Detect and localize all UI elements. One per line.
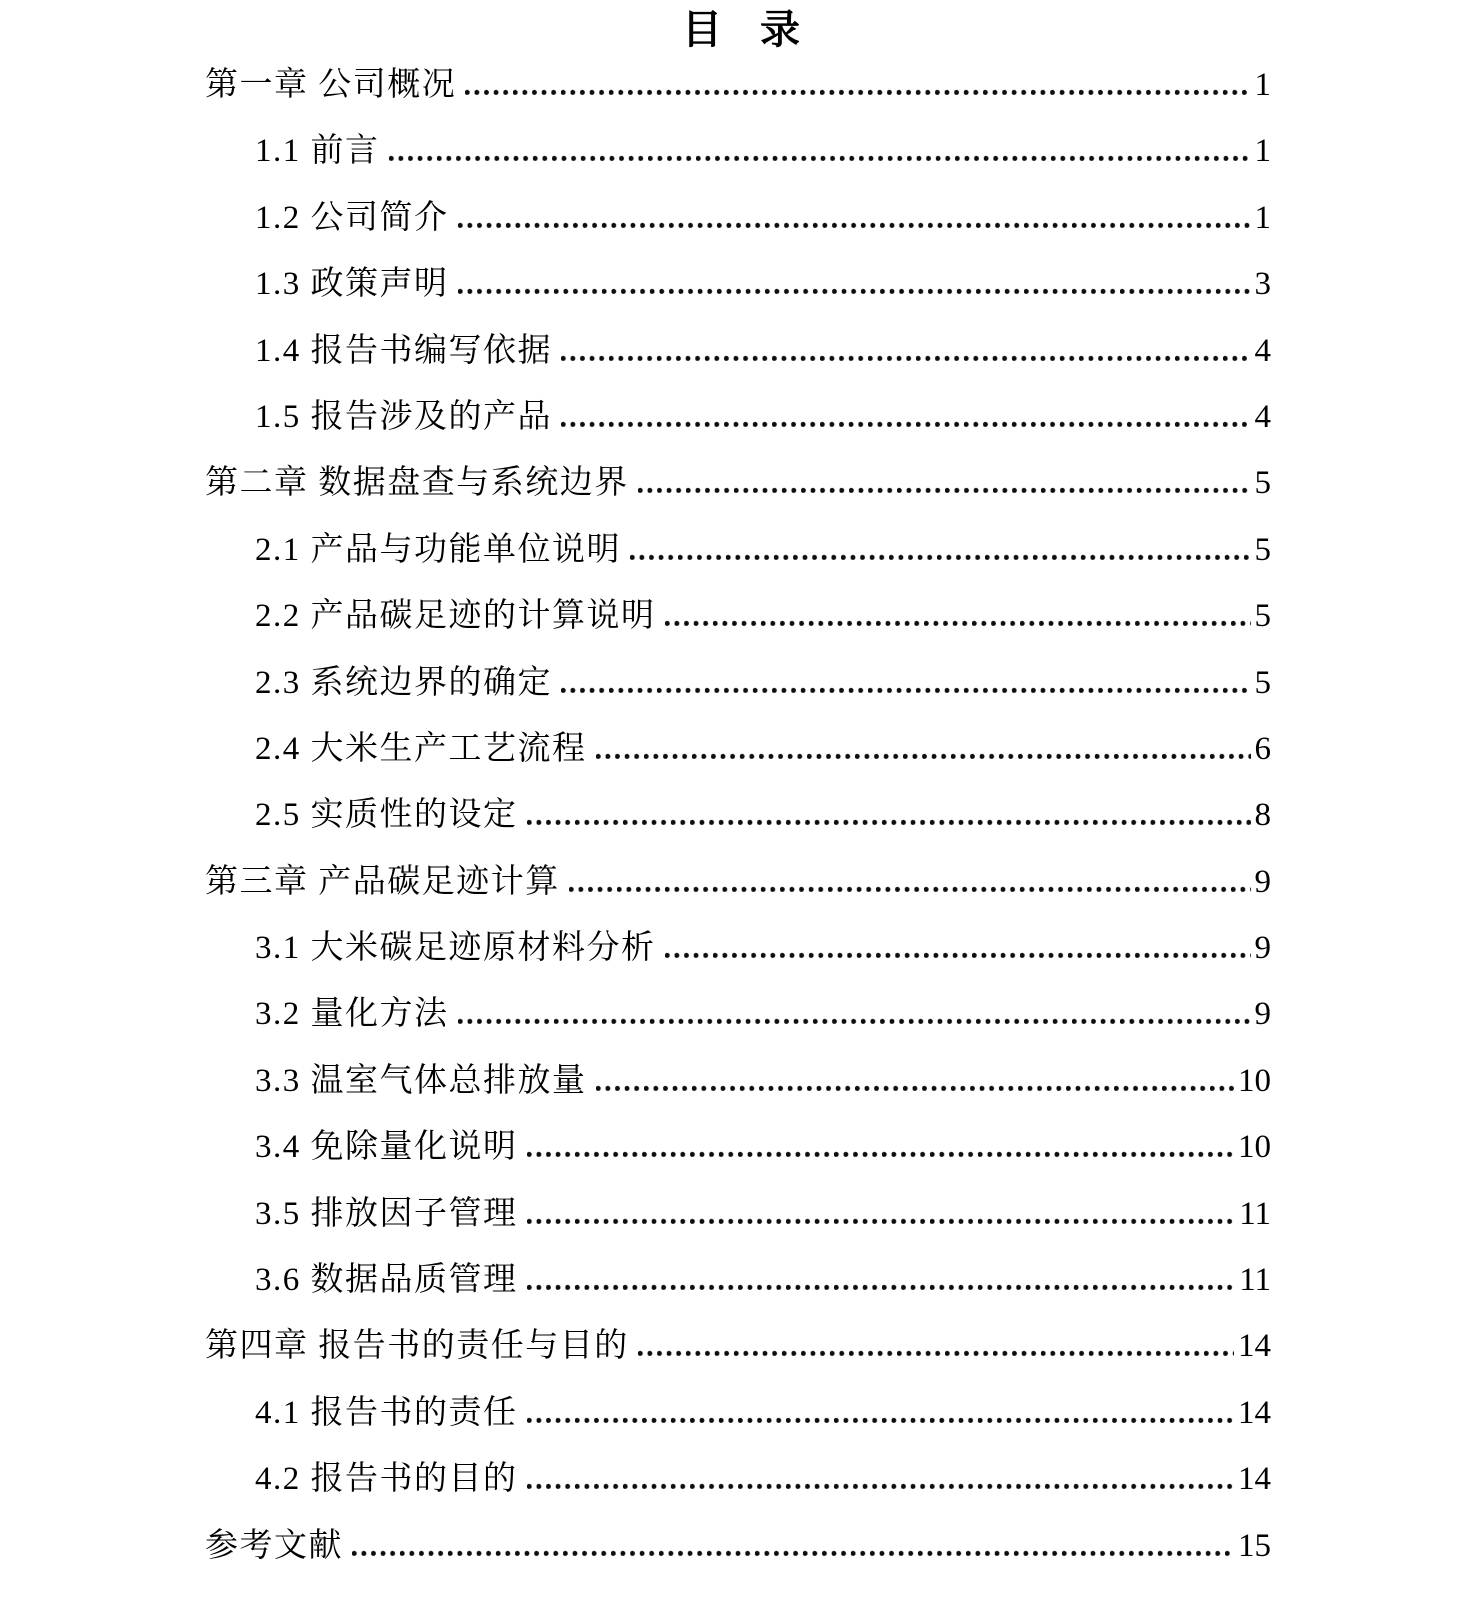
toc-entry-page: 5: [1254, 598, 1271, 635]
toc-entry-page: 5: [1254, 664, 1271, 701]
toc-entry-page: 14: [1238, 1328, 1271, 1365]
toc-entry-label: 3.4 免除量化说明: [255, 1129, 518, 1166]
toc-entry[interactable]: [255, 533, 1271, 599]
dot-leader-icon: [561, 418, 1251, 427]
toc-entry-page: 5: [1254, 465, 1271, 502]
dot-leader-icon: [527, 816, 1251, 825]
toc-entry-page: 1: [1254, 67, 1271, 103]
toc-entry-page: 5: [1254, 531, 1271, 568]
toc-entry-page: 9: [1254, 930, 1271, 967]
toc-entry-page: 6: [1254, 730, 1271, 767]
dot-leader-icon: [389, 152, 1251, 161]
dot-leader-icon: [665, 949, 1251, 958]
toc-entry-label: 1.5 报告涉及的产品: [255, 398, 552, 435]
dot-leader-icon: [638, 484, 1251, 493]
toc-entry[interactable]: [255, 1130, 1271, 1196]
toc-entry-label: 3.1 大米碳足迹原材料分析: [255, 930, 656, 967]
toc-entry[interactable]: [255, 1263, 1271, 1329]
dot-leader-icon: [527, 1414, 1235, 1423]
toc-entry-page: 8: [1254, 797, 1271, 834]
toc-entry-label: 2.4 大米生产工艺流程: [255, 730, 587, 767]
toc-entry[interactable]: [205, 68, 1271, 134]
toc-entry-label: 第四章 报告书的责任与目的: [205, 1328, 629, 1365]
toc-entry[interactable]: [255, 1064, 1271, 1130]
toc-entry-page: 1: [1254, 133, 1271, 170]
toc-entry[interactable]: [255, 599, 1271, 665]
toc-entry-label: 3.5 排放因子管理: [255, 1195, 518, 1232]
toc-entry-label: 2.3 系统边界的确定: [255, 664, 552, 701]
dot-leader-icon: [638, 1347, 1234, 1356]
toc-entry[interactable]: [205, 1329, 1271, 1395]
toc-entry[interactable]: [205, 1529, 1271, 1595]
toc-entry-page: 3: [1254, 266, 1271, 303]
toc-entry-label: 1.4 报告书编写依据: [255, 332, 552, 369]
toc-entry-label: 1.3 政策声明: [255, 266, 449, 303]
dot-leader-icon: [458, 1015, 1251, 1024]
dot-leader-icon: [465, 86, 1250, 95]
toc-entry-label: 第二章 数据盘查与系统边界: [205, 465, 629, 502]
toc-entry[interactable]: [255, 666, 1271, 732]
dot-leader-icon: [352, 1547, 1234, 1556]
toc-entry[interactable]: [205, 466, 1271, 532]
dot-leader-icon: [665, 617, 1251, 626]
toc-entry-page: 15: [1238, 1527, 1271, 1564]
dot-leader-icon: [527, 1281, 1236, 1290]
toc-entry-page: 11: [1239, 1195, 1271, 1232]
toc-entry-page: 14: [1238, 1394, 1271, 1431]
toc-entry[interactable]: [255, 201, 1271, 267]
toc-entry-page: 9: [1254, 863, 1271, 900]
toc-entry[interactable]: [205, 865, 1271, 931]
toc-entry-page: 1: [1254, 199, 1271, 236]
toc-entry[interactable]: [255, 931, 1271, 997]
toc-entry[interactable]: [255, 1396, 1271, 1462]
dot-leader-icon: [458, 285, 1251, 294]
dot-leader-icon: [527, 1215, 1236, 1224]
toc-entry-label: 参考文献: [205, 1527, 343, 1564]
dot-leader-icon: [561, 684, 1251, 693]
toc-entry-page: 10: [1238, 1129, 1271, 1166]
toc-entry[interactable]: [255, 798, 1271, 864]
toc-entry-label: 3.6 数据品质管理: [255, 1262, 518, 1299]
dot-leader-icon: [527, 1480, 1235, 1489]
toc-entry[interactable]: [255, 1197, 1271, 1263]
toc-entry-label: 2.1 产品与功能单位说明: [255, 531, 621, 568]
toc-entry-label: 3.2 量化方法: [255, 996, 449, 1033]
toc-entry-page: 11: [1239, 1262, 1271, 1299]
toc-entry-page: 4: [1254, 332, 1271, 369]
dot-leader-icon: [596, 1082, 1235, 1091]
dot-leader-icon: [458, 219, 1251, 228]
dot-leader-icon: [561, 352, 1251, 361]
dot-leader-icon: [596, 750, 1251, 759]
toc-entry-label: 1.2 公司简介: [255, 199, 449, 236]
toc-entry-page: 9: [1254, 996, 1271, 1033]
toc-entry[interactable]: [255, 134, 1271, 200]
toc-entry-label: 4.1 报告书的责任: [255, 1394, 518, 1431]
toc-entry[interactable]: [255, 267, 1271, 333]
toc-entry[interactable]: [255, 732, 1271, 798]
toc-entry[interactable]: [255, 334, 1271, 400]
toc-entry-label: 1.1 前言: [255, 133, 380, 170]
toc-entry-label: 第三章 产品碳足迹计算: [205, 863, 560, 900]
toc-entry[interactable]: [255, 997, 1271, 1063]
toc-entry[interactable]: [255, 1462, 1271, 1528]
dot-leader-icon: [569, 883, 1251, 892]
toc-entry-label: 第一章 公司概况: [205, 67, 457, 103]
toc-entry-page: 10: [1238, 1062, 1271, 1099]
dot-leader-icon: [630, 551, 1251, 560]
toc-title: 目 录: [682, 7, 814, 52]
dot-leader-icon: [527, 1148, 1235, 1157]
toc-entry-label: 4.2 报告书的目的: [255, 1461, 518, 1498]
toc-entry-page: 14: [1238, 1461, 1271, 1498]
toc-list: [0, 68, 1482, 1595]
toc-entry-page: 4: [1254, 398, 1271, 435]
toc-entry-label: 2.2 产品碳足迹的计算说明: [255, 598, 656, 635]
toc-entry-label: 2.5 实质性的设定: [255, 797, 518, 834]
toc-entry[interactable]: [255, 400, 1271, 466]
toc-entry-label: 3.3 温室气体总排放量: [255, 1062, 587, 1099]
